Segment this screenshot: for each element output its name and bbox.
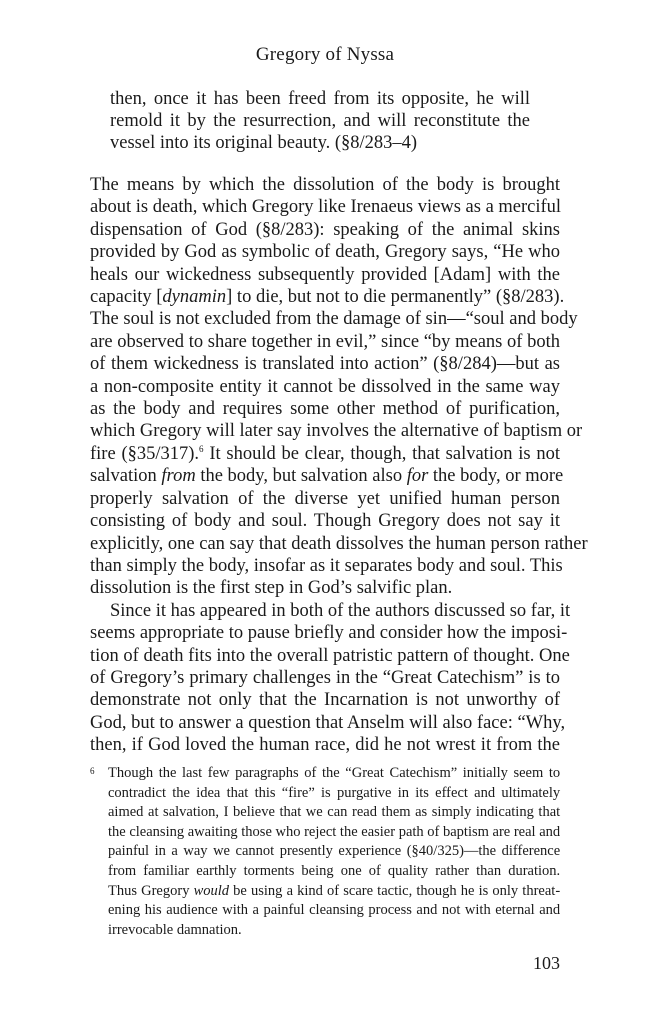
italic-term: from xyxy=(161,466,196,487)
footnote xyxy=(90,764,560,940)
text-line: Since it has appeared in both of the authors discussed so far, it xyxy=(110,600,571,621)
text-line: capacity [dynamin] to die, but not to die permanently” (§8/283). xyxy=(90,287,565,308)
running-head: Gregory of Nyssa xyxy=(255,44,395,65)
text-line: fire (§35/317).$^6$ It should be clear, though, that salvation is not xyxy=(90,443,560,464)
text-line: tion of death fits into the overall patristic pattern of thought. One xyxy=(90,645,570,666)
quote-line: vessel into its original beauty. (§8/283–4) xyxy=(110,133,418,153)
page-number: 103 xyxy=(533,953,560,973)
footnote-line: irrevocable damnation. xyxy=(108,921,242,938)
paragraph-2 xyxy=(90,600,571,757)
footnote-number: 6 xyxy=(90,766,95,776)
italic-term: dynamin xyxy=(162,287,227,308)
text-line: The means by which the dissolution of the body is brought xyxy=(90,175,560,195)
text-line: provided by God as symbolic of death, Gregory says, “He who xyxy=(90,242,560,263)
text-line: explicitly, one can say that death dissolves the human person rather xyxy=(90,533,588,554)
footnote-line: Though the last few paragraphs of the “Great Catechism” initially seem to xyxy=(108,765,561,781)
footnote-marker[interactable]: 6 xyxy=(199,443,204,454)
paragraph-1 xyxy=(90,174,588,600)
text-line: about is death, which Gregory like Irenaeus views as a merciful xyxy=(90,197,562,218)
text-line: which Gregory will later say involves the alternative of baptism or xyxy=(90,421,583,442)
text-line: dispensation of God (§8/283): speaking of the animal skins xyxy=(90,219,560,240)
text-line: as the body and requires some other method of purification, xyxy=(90,399,560,420)
text-line: demonstrate not only that the Incarnation is not unworthy of xyxy=(90,690,560,711)
quote-line: then, once it has been freed from its opposite, he will xyxy=(110,89,530,109)
text-line: consisting of body and soul. Though Gregory does not say it xyxy=(90,511,560,532)
footnote-line: Thus Gregory would be using a kind of scare tactic, though he is only threat- xyxy=(108,882,561,899)
text-line: The soul is not excluded from the damage of sin—“soul and body xyxy=(90,309,578,330)
italic-term: for xyxy=(406,466,429,487)
text-line: properly salvation of the diverse yet unified human person xyxy=(90,488,560,509)
footnote-line: aimed at salvation, I believe that we can read them as simply indicating that xyxy=(108,804,561,821)
text-line: dissolution is the first step in God’s salvific plan. xyxy=(90,578,453,599)
footnote-line: contradict the idea that this “fire” is purgative in its effect and ultimately xyxy=(108,784,561,801)
text-line: of Gregory’s primary challenges in the “Great Catechism” is to xyxy=(90,667,560,688)
footnote-line: from familiar earthly torments being one of quality rather than duration. xyxy=(108,862,561,879)
footnote-line: the cleansing awaiting those who reject the easier path of baptism are real and xyxy=(108,823,561,840)
block-quote xyxy=(110,88,530,154)
footnote-line: ening his audience with a painful cleansing process and not with eternal and xyxy=(108,902,561,919)
text-line: seems appropriate to pause briefly and consider how the imposi- xyxy=(90,623,568,644)
text-line: a non-composite entity it cannot be dissolved in the same way xyxy=(90,376,560,397)
main-text xyxy=(90,174,588,757)
text-line: salvation from the body, but salvation also for the body, or more xyxy=(90,466,564,487)
text-line: then, if God loved the human race, did he not wrest it from the xyxy=(90,735,560,756)
footnote-line: painful in a way we cannot presently experience (§40/325)—the difference xyxy=(108,843,561,860)
footnote-text xyxy=(108,764,560,940)
text-line: heals our wickedness subsequently provided [Adam] with the xyxy=(90,264,560,285)
text-line: of them wickedness is translated into action” (§8/284)—but as xyxy=(90,354,560,375)
text-line: God, but to answer a question that Anselm will also face: “Why, xyxy=(90,712,566,733)
quote-line: remold it by the resurrection, and will reconstitute the xyxy=(110,111,530,131)
italic-term: would xyxy=(193,882,230,899)
text-line: are observed to share together in evil,” since “by means of both xyxy=(90,331,560,352)
text-line: than simply the body, insofar as it separates body and soul. This xyxy=(90,555,563,576)
